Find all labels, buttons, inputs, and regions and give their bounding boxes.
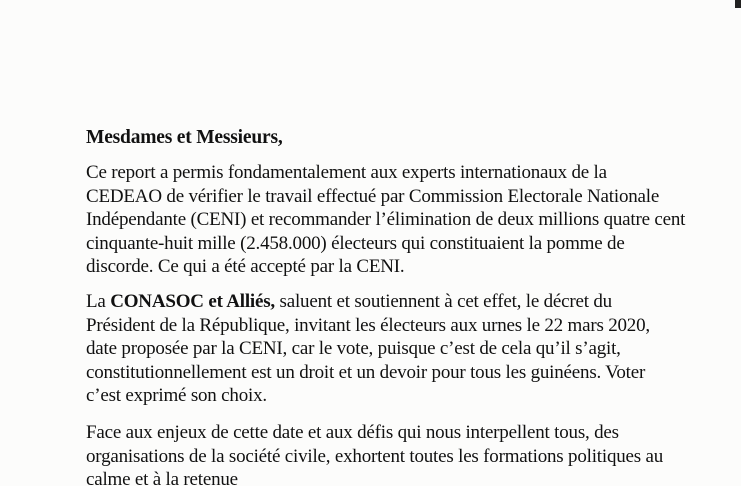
paragraph-line: date proposée par la CENI, car le vote, puisque c’est de cela qu’il s’agit,: [86, 338, 621, 359]
paragraph-line: Ce report a permis fondamentalement aux experts internationaux de la: [86, 162, 607, 183]
paragraph-line: c’est exprimé son choix.: [86, 385, 267, 406]
organisation-name: CONASOC et Alliés,: [110, 291, 275, 312]
paragraph-report: [86, 161, 686, 279]
line-prefix: La: [86, 291, 106, 312]
paragraph-line: CEDEAO de vérifier le travail effectué par Commission Electorale Nationale: [86, 185, 660, 207]
greeting-heading: Mesdames et Messieurs,: [86, 127, 283, 148]
paragraph-line: constitutionnellement est un droit et un devoir pour tous les guinéens. Voter: [86, 361, 646, 383]
paragraph-line: Président de la République, invitant les électeurs aux urnes le 22 mars 2020,: [86, 314, 650, 336]
paragraph-line: Indépendante (CENI) et recommander l’élimination de deux millions quatre cent: [86, 209, 686, 230]
paragraph-line: cinquante-huit mille (2.458.000) électeurs qui constituaient la pomme de: [86, 232, 625, 254]
paragraph-line: discorde. Ce qui a été accepté par la CENI.: [86, 256, 405, 277]
paragraph-conasoc: [86, 290, 658, 408]
line-suffix: saluent et soutiennent à cet effet, le décret du: [279, 291, 612, 312]
scan-mark: [735, 0, 741, 8]
paragraph-line: organisations de la société civile, exhortent toutes les formations politiques au: [86, 445, 664, 467]
paragraph-line: calme et à la retenue: [86, 469, 238, 490]
paragraph-line: Face aux enjeux de cette date et aux défis qui nous interpellent tous, des: [86, 422, 619, 443]
paragraph-line: [86, 290, 658, 314]
paragraph-appeal: [86, 421, 664, 492]
